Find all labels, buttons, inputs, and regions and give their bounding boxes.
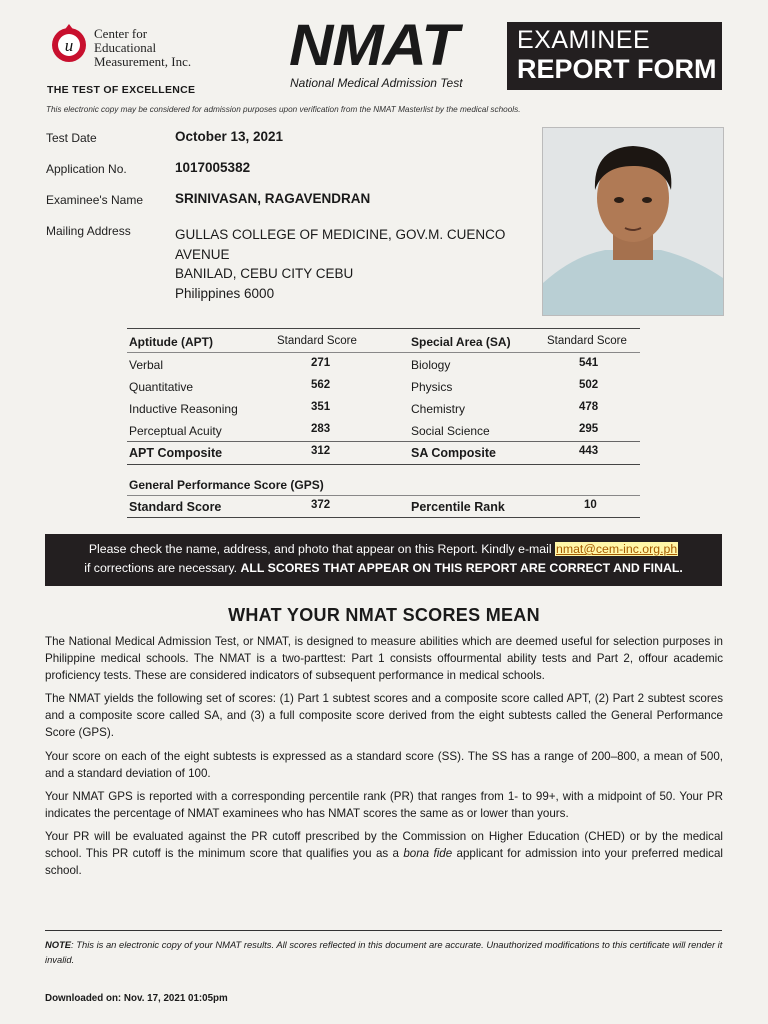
sa-biology-label: Biology <box>411 358 451 372</box>
sa-physics-score: 502 <box>579 379 599 391</box>
footer-note: NOTE: This is an electronic copy of your NMAT results. All scores reflected in this document are accurate. Unauthorized modifications to this certificate will render it invalid. <box>45 939 723 965</box>
gps-std-label: Standard Score <box>129 500 222 514</box>
examinee-name: SRINIVASAN, RAGAVENDRAN <box>175 191 371 206</box>
mailing-address: GULLAS COLLEGE OF MEDICINE, GOV.M. CUENCO AVENUE BANILAD, CEBU CITY CEBU Philippines 6000 <box>175 227 506 301</box>
section-title: WHAT YOUR NMAT SCORES MEAN <box>228 605 540 625</box>
apt-inductive-label: Inductive Reasoning <box>129 402 238 416</box>
address-label: Mailing Address <box>46 224 131 238</box>
disclaimer: This electronic copy may be considered for admission purposes upon verification from the NMAT Masterlist by the medical schools. <box>46 105 521 114</box>
tagline: THE TEST OF EXCELLENCE <box>47 84 196 96</box>
report-form-banner <box>507 22 722 90</box>
cem-logo <box>48 22 90 64</box>
apt-perceptual-label: Perceptual Acuity <box>129 424 222 438</box>
nmat-subtitle: National Medical Admission Test <box>290 76 463 90</box>
examinee-photo <box>542 127 724 316</box>
sa-composite-label: SA Composite <box>411 446 496 460</box>
email-link[interactable]: nmat@cem-inc.org.ph <box>556 542 678 556</box>
correction-notice: Please check the name, address, and photo that appear on this Report. Kindly e-mail nmat@cem-inc.org.ph if corrections are necessary. ALL SCORES THAT APPEAR ON THIS REPORT ARE CORRECT AND FINAL. <box>45 534 722 586</box>
form-title-2: REPORT FORM <box>517 54 717 84</box>
test-date: October 13, 2021 <box>175 129 284 144</box>
sa-header: Special Area (SA) <box>411 335 511 349</box>
app-no: 1017005382 <box>175 160 251 175</box>
org-name: Center for Educational Measurement, Inc. <box>94 26 192 69</box>
form-title-1: EXAMINEE <box>517 26 651 54</box>
paragraph-2: The NMAT yields the following set of scores: (1) Part 1 subtest scores and a composite score called APT, (2) Part 2 subtest scores and a composite score called SA, and (3) a full composite score derived from the eight subtests called the General Performance Score (GPS). <box>45 692 723 739</box>
sa-biology-score: 541 <box>579 357 599 369</box>
sa-physics-label: Physics <box>411 380 453 394</box>
name-label: Examinee's Name <box>46 193 143 207</box>
sa-std-header: Standard Score <box>547 335 627 347</box>
apt-header: Aptitude (APT) <box>129 335 213 349</box>
sa-chemistry-label: Chemistry <box>411 402 466 416</box>
apt-quant-score: 562 <box>311 379 331 391</box>
apt-composite-score: 312 <box>311 445 331 457</box>
apt-verbal-label: Verbal <box>129 358 164 372</box>
gps-header: General Performance Score (GPS) <box>129 478 324 492</box>
apt-quant-label: Quantitative <box>129 380 194 394</box>
apt-verbal-score: 271 <box>311 357 331 369</box>
test-date-label: Test Date <box>46 131 97 145</box>
apt-composite-label: APT Composite <box>129 446 223 460</box>
sa-chemistry-score: 478 <box>579 401 599 413</box>
sa-social-label: Social Science <box>411 424 490 438</box>
apt-std-header: Standard Score <box>277 335 357 347</box>
apt-perceptual-score: 283 <box>311 423 331 435</box>
paragraph-3: Your score on each of the eight subtests is expressed as a standard score (SS). The SS has a range of 200–800, a mean of 500, and a standard deviation of 100. <box>45 750 723 780</box>
footer-divider <box>45 930 722 931</box>
logo-letter: u <box>64 36 74 55</box>
paragraph-4: Your NMAT GPS is reported with a corresponding percentile rank (PR) that ranges from 1- to 99+, with a midpoint of 50. Your PR indicates the percentage of NMAT examinees who has NMAT scores the same as or lower than yours. <box>45 790 723 820</box>
nmat-title: NMAT <box>289 13 458 78</box>
app-no-label: Application No. <box>46 162 127 176</box>
percentile-rank-label: Percentile Rank <box>411 500 505 514</box>
downloaded-timestamp: Downloaded on: Nov. 17, 2021 01:05pm <box>45 993 228 1004</box>
gps-std-score: 372 <box>311 499 331 511</box>
apt-inductive-score: 351 <box>311 401 331 413</box>
paragraph-5: Your PR will be evaluated against the PR cutoff prescribed by the Commission on Higher Education (CHED) or by the medical school. This PR cutoff is the minimum score that qualifies you as a bona fide applicant for admission into your preferred medical school. <box>45 830 723 877</box>
percentile-rank: 10 <box>584 499 597 511</box>
paragraph-1: The National Medical Admission Test, or NMAT, is designed to measure abilities which are deemed useful for selection purposes in Philippine medical schools. The NMAT is a two-parttest: Part 1 consists offourmental ability tests and Part 2, offour academic proficiency tests. These are considered indicators of subsequent performance in medical schools. <box>45 635 723 682</box>
sa-social-score: 295 <box>579 423 599 435</box>
sa-composite-score: 443 <box>579 445 599 457</box>
